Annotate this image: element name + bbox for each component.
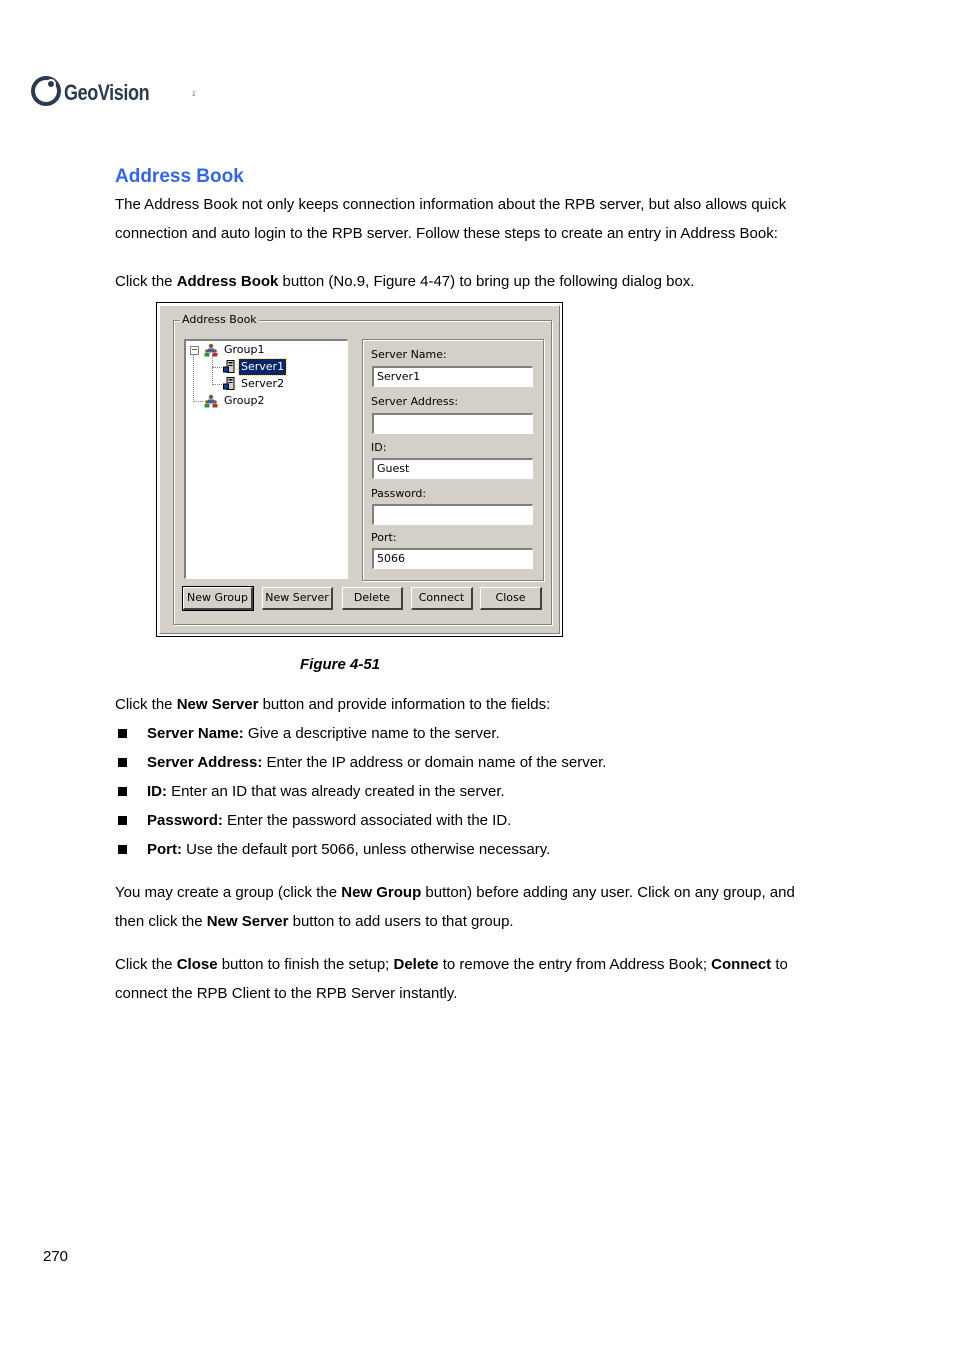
bullet-desc: Use the default port 5066, unless otherwise necessary. <box>182 841 551 858</box>
tree-item-server2[interactable] <box>186 376 326 392</box>
group-icon <box>204 343 218 357</box>
password-label: Password: <box>371 487 427 500</box>
collapse-icon[interactable]: − <box>191 345 198 354</box>
new-server-instruction <box>115 690 855 719</box>
id-label: ID: <box>371 441 387 454</box>
geovision-logo-icon <box>31 74 63 106</box>
bullet-term: Server Name: <box>147 725 244 742</box>
text-span: to remove the entry from Address Book; <box>438 956 712 973</box>
new-group-button[interactable]: New Group <box>183 587 253 610</box>
group-paragraph-line-1 <box>115 878 855 907</box>
server-fields-panel <box>362 339 544 581</box>
tree-label-server1: Server1 <box>241 360 285 373</box>
bullet-square-icon <box>118 758 127 767</box>
brand-name: GeoVision <box>64 80 150 105</box>
new-server-button[interactable]: New Server <box>262 587 333 610</box>
text-bold: Close <box>176 956 218 973</box>
intro-paragraph <box>115 190 855 248</box>
text-bold: Delete <box>393 956 439 973</box>
figure-caption: Figure 4-51 <box>300 656 381 673</box>
address-book-figure <box>156 302 563 637</box>
bullet-desc: Enter the password associated with the ID. <box>222 812 512 829</box>
close-paragraph <box>115 950 855 1008</box>
section-title: Address Book <box>115 166 244 187</box>
address-book-groupbox <box>173 313 552 625</box>
group-icon <box>204 394 218 408</box>
bullet-desc: Give a descriptive name to the server. <box>243 725 500 742</box>
bullet-term: Password: <box>147 812 223 829</box>
bullet-desc: Enter an ID that was already created in the server. <box>167 783 505 800</box>
text-bold: New Group <box>341 884 422 901</box>
close-button[interactable]: Close <box>480 587 542 610</box>
password-input[interactable] <box>372 504 533 525</box>
new-server-instruction-post: button and provide information to the fields: <box>258 696 551 713</box>
bullet-square-icon <box>118 787 127 796</box>
click-instruction-post: button (No.9, Figure 4-47) to bring up the following dialog box. <box>278 273 695 290</box>
bullet-square-icon <box>118 845 127 854</box>
text-span: then click the <box>115 913 207 930</box>
tree-label-group1: Group1 <box>224 343 265 356</box>
new-server-instruction-bold: New Server <box>176 696 259 713</box>
text-bold: New Server <box>206 913 289 930</box>
tree-item-server1[interactable] <box>186 359 326 375</box>
text-span: button) before adding any user. Click on any group, and <box>421 884 795 901</box>
port-input[interactable]: 5066 <box>372 548 533 569</box>
intro-line-1: The Address Book not only keeps connection information about the RPB server, but also allows quick <box>115 196 787 213</box>
geovision-logo <box>31 74 197 108</box>
text-span: Click the <box>115 956 177 973</box>
server-address-label: Server Address: <box>371 395 459 408</box>
server-name-input[interactable]: Server1 <box>372 366 533 387</box>
close-paragraph-line-1 <box>115 950 855 979</box>
port-label: Port: <box>371 531 397 544</box>
click-instruction <box>115 267 855 296</box>
brand-tm: TM <box>191 90 197 97</box>
text-span: to <box>771 956 788 973</box>
new-server-instruction-pre: Click the <box>115 696 177 713</box>
close-paragraph-line-2: connect the RPB Client to the RPB Server instantly. <box>115 985 458 1002</box>
tree-item-group1[interactable] <box>186 342 326 358</box>
id-input[interactable]: Guest <box>372 458 533 479</box>
bullet-term: Port: <box>147 841 182 858</box>
intro-line-2: connection and auto login to the RPB server. Follow these steps to create an entry in Address Book: <box>115 225 778 242</box>
tree-label-group2: Group2 <box>224 394 265 407</box>
click-instruction-pre: Click the <box>115 273 177 290</box>
tree-item-group2[interactable] <box>186 393 326 409</box>
server-address-input[interactable] <box>372 413 533 434</box>
group-paragraph-line-2 <box>115 907 855 936</box>
server-icon <box>223 377 236 391</box>
address-book-dialog <box>159 305 560 634</box>
page-number: 270 <box>43 1248 69 1265</box>
bullet-desc: Enter the IP address or domain name of the server. <box>262 754 607 771</box>
bullet-square-icon <box>118 729 127 738</box>
tree-label-server2: Server2 <box>241 377 285 390</box>
text-span: button to finish the setup; <box>217 956 394 973</box>
connect-button[interactable]: Connect <box>411 587 473 610</box>
click-instruction-bold: Address Book <box>176 273 279 290</box>
server-name-label: Server Name: <box>371 348 447 361</box>
server-tree[interactable] <box>184 339 348 579</box>
bullet-term: Server Address: <box>147 754 263 771</box>
bullet-term: ID: <box>147 783 167 800</box>
delete-button[interactable]: Delete <box>342 587 403 610</box>
text-span: button to add users to that group. <box>288 913 514 930</box>
group-paragraph <box>115 878 855 936</box>
text-span: You may create a group (click the <box>115 884 342 901</box>
dialog-title: Address Book <box>182 313 257 326</box>
text-bold: Connect <box>711 956 772 973</box>
server-icon <box>223 360 236 374</box>
bullet-square-icon <box>118 816 127 825</box>
